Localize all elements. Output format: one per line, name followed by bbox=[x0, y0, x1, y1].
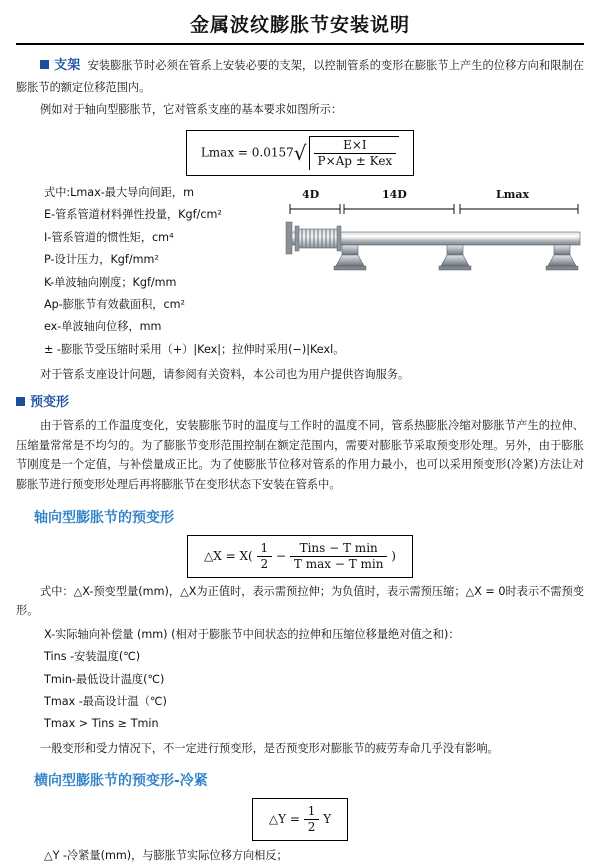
axial-term: Tins -安装温度(℃) bbox=[44, 650, 141, 664]
support-heading-text: 安装膨胀节时必须在管系上安装必要的支架，以控制管系的变形在膨胀节上产生的位移方向和限制在膨胀节的额定位移范围内。 bbox=[16, 59, 584, 94]
lmax-fraction bbox=[309, 136, 400, 170]
support-heading: 支架 bbox=[54, 58, 81, 73]
legend-item: K-单波轴向刚度；Kgf/mm bbox=[44, 275, 177, 289]
half-denominator: 2 bbox=[307, 820, 316, 835]
legend-item: ex-单波轴向位移，mm bbox=[44, 320, 162, 334]
document-page bbox=[0, 10, 600, 863]
pipe-support-diagram bbox=[284, 188, 584, 298]
lateral-explain: △Y -冷紧量(mm)，与膨胀节实际位移方向相反； bbox=[44, 849, 288, 863]
legend-item: Ap-膨胀节有效截面积，cm² bbox=[44, 297, 186, 311]
axial-formula-lhs: △X = X( bbox=[204, 548, 253, 563]
half-numerator: 1 bbox=[304, 804, 320, 820]
axial-formula-minus: − bbox=[276, 548, 287, 563]
square-blue-icon bbox=[40, 60, 49, 69]
support-closing-paragraph: 对于管系支座设计问题，请参阅有关资料，本公司也为用户提供咨询服务。 bbox=[40, 368, 410, 382]
axial-note-paragraph: 一般变形和受力情况下，不一定进行预变形，是否预变形对膨胀节的疲劳寿命几乎没有影响。 bbox=[40, 741, 499, 755]
one-half-fraction bbox=[257, 541, 273, 572]
legend-item: P-设计压力，Kgf/mm² bbox=[44, 253, 159, 267]
temp-numerator: Tins − T min bbox=[290, 541, 388, 557]
legend-item: E-管系管道材料弹性投量，Kgf/cm² bbox=[44, 208, 222, 222]
lmax-numerator: E×I bbox=[314, 138, 397, 154]
figure-label-4d: 4D bbox=[302, 187, 320, 201]
axial-predeform-heading: 轴向型膨胀节的预变形 bbox=[34, 509, 174, 526]
predeform-paragraph: 由于管系的工作温度变化，安装膨胀节时的温度与工作时的温度不同，管系热膨胀冷缩对膨胀节产生的拉伸、压缩量常常是不均匀的。为了膨胀节变形范围控制在额定范围内，需要对膨胀节采取预变形处理。另外，由于膨胀节刚度是一个定值，与补偿量成正比。为了使膨胀节位移对管系的作用力最小，也可以采用预变形(冷紧)方法让对膨胀节进行预变形处理后再将膨胀节在变形状态下安装在管系中。 bbox=[16, 419, 584, 492]
temp-denominator: T max − T min bbox=[293, 556, 384, 571]
title-divider bbox=[16, 43, 584, 45]
diagram-svg bbox=[284, 188, 584, 298]
one-half-fraction bbox=[304, 804, 320, 835]
axial-formula-wrap bbox=[16, 535, 584, 578]
lateral-predeform-heading: 横向型膨胀节的预变形-冷紧 bbox=[34, 773, 208, 790]
axial-terms-list bbox=[44, 624, 584, 736]
lateral-formula-lhs: △Y = bbox=[268, 812, 300, 827]
predeform-section-heading bbox=[16, 393, 584, 413]
figure-label-lmax: Lmax bbox=[496, 187, 530, 201]
radical-icon: √ bbox=[293, 140, 307, 165]
support-intro-paragraph bbox=[16, 55, 584, 97]
axial-term: Tmax -最高设计温（℃) bbox=[44, 695, 167, 709]
lateral-formula-box bbox=[252, 798, 348, 841]
axial-term: X-实际轴向补偿量 (mm) (相对于膨胀节中间状态的拉伸和压缩位移量绝对值之和)： bbox=[44, 627, 460, 641]
lateral-formula-wrap bbox=[16, 798, 584, 841]
temperature-fraction bbox=[290, 541, 388, 572]
legend-and-figure bbox=[16, 182, 584, 361]
half-numerator: 1 bbox=[257, 541, 273, 557]
axial-formula-rhs: ) bbox=[391, 548, 396, 563]
half-denominator: 2 bbox=[260, 556, 269, 571]
lmax-formula-lhs: Lmax = 0.0157 bbox=[200, 145, 294, 160]
axial-explain-paragraph: 式中：△X-预变型量(mm)，△X为正值时，表示需预拉伸；为负值时，表示需预压缩；△X = 0时表示不需预变形。 bbox=[16, 584, 584, 618]
square-blue-icon bbox=[16, 397, 25, 406]
page-title: 金属波纹膨胀节安装说明 bbox=[189, 14, 410, 36]
figure-label-14d: 14D bbox=[382, 187, 407, 201]
predeform-heading-label: 预变形 bbox=[30, 394, 70, 410]
axial-term: Tmax > Tins ≥ Tmin bbox=[44, 717, 159, 731]
legend-title: 式中:Lmax-最大导向间距，m bbox=[44, 185, 194, 199]
legend-item: ± -膨胀节受压缩时采用（+）|Kex|；拉伸时采用(−)|Kexl。 bbox=[44, 342, 345, 356]
lmax-denominator: P×Ap ± Kex bbox=[317, 153, 393, 168]
axial-term: Tmin-最低设计温度(℃) bbox=[44, 672, 165, 686]
lmax-formula-box bbox=[186, 130, 414, 176]
lateral-formula-rhs: Y bbox=[323, 812, 332, 827]
support-example-paragraph: 例如对于轴向型膨胀节，它对管系支座的基本要求如图所示： bbox=[40, 103, 343, 117]
axial-formula-box bbox=[187, 535, 413, 578]
legend-item: I-管系管道的惯性矩，cm⁴ bbox=[44, 230, 174, 244]
